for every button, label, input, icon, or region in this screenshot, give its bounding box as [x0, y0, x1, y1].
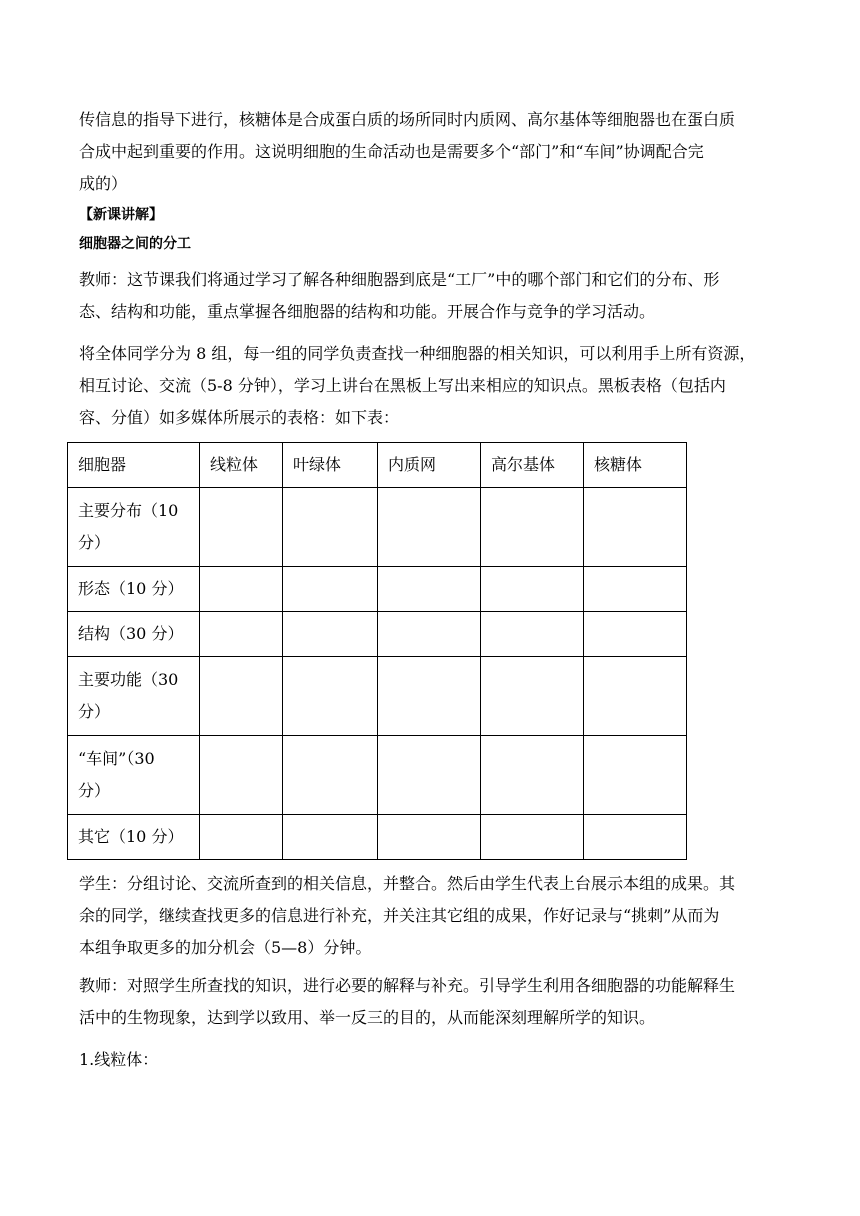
table-cell [378, 567, 481, 612]
text-line: 教师：对照学生所查找的知识，进行必要的解释与补充。引导学生利用各细胞器的功能解释生 [79, 976, 736, 995]
table-cell [584, 488, 687, 567]
text-line: 成的） [79, 174, 128, 193]
student-paragraph [79, 868, 784, 964]
teacher-paragraph-1 [79, 264, 784, 328]
text-line: 容、分值）如多媒体所展示的表格：如下表： [79, 408, 400, 427]
table-cell [283, 488, 378, 567]
row-label: 其它（10 分） [68, 815, 200, 860]
table-row [68, 736, 687, 815]
table-cell [283, 657, 378, 736]
table-cell [378, 736, 481, 815]
text-line: 教师：这节课我们将通过学习了解各种细胞器到底是“工厂”中的哪个部门和它们的分布、形 [79, 270, 720, 289]
table-cell [481, 815, 584, 860]
table-cell [283, 815, 378, 860]
table-row [68, 657, 687, 736]
table-cell [200, 567, 283, 612]
list-item-1 [79, 1044, 784, 1076]
table-cell [584, 657, 687, 736]
table-cell [283, 736, 378, 815]
table-header-row [68, 443, 687, 488]
row-label: “车间”（30 分） [68, 736, 200, 815]
text-line: 合成中起到重要的作用。这说明细胞的生命活动也是需要多个“部门”和“车间”协调配合完 [79, 142, 704, 161]
table-cell [481, 488, 584, 567]
table-cell [200, 488, 283, 567]
text-line: 传信息的指导下进行，核糖体是合成蛋白质的场所同时内质网、高尔基体等细胞器也在蛋白质 [79, 110, 736, 129]
text-line: 态、结构和功能，重点掌握各细胞器的结构和功能。开展合作与竞争的学习活动。 [79, 302, 656, 321]
table-cell [200, 815, 283, 860]
table-cell [481, 567, 584, 612]
table-cell [200, 657, 283, 736]
organelle-table [67, 442, 687, 860]
table-cell [200, 612, 283, 657]
table-header-cell: 高尔基体 [481, 443, 584, 488]
table-cell [481, 736, 584, 815]
table-header-cell: 核糖体 [584, 443, 687, 488]
table-cell [481, 657, 584, 736]
table-cell [584, 815, 687, 860]
table-header-cell: 内质网 [378, 443, 481, 488]
row-label: 形态（10 分） [68, 567, 200, 612]
table-cell [378, 612, 481, 657]
text-line: 1.线粒体： [79, 1050, 159, 1069]
group-paragraph [79, 338, 784, 434]
table-header-cell: 线粒体 [200, 443, 283, 488]
text-line: 活中的生物现象，达到学以致用、举一反三的目的，从而能深刻理解所学的知识。 [79, 1008, 656, 1027]
table-cell [378, 815, 481, 860]
table-row [68, 567, 687, 612]
table-cell [378, 657, 481, 736]
table-cell [481, 612, 584, 657]
table-cell [584, 567, 687, 612]
table-row [68, 612, 687, 657]
row-label: 结构（30 分） [68, 612, 200, 657]
table-cell [584, 612, 687, 657]
table-cell [283, 612, 378, 657]
intro-paragraph [79, 104, 784, 200]
text-line: 将全体同学分为 8 组，每一组的同学负责查找一种细胞器的相关知识，可以利用手上所有资源， [79, 344, 756, 363]
row-label: 主要功能（30 分） [68, 657, 200, 736]
row-label: 主要分布（10 分） [68, 488, 200, 567]
sub-heading: 细胞器之间的分工 [79, 236, 191, 252]
text-line: 本组争取更多的加分机会（5—8）分钟。 [79, 938, 372, 957]
table-cell [584, 736, 687, 815]
text-line: 余的同学，继续查找更多的信息进行补充，并关注其它组的成果，作好记录与“挑刺”从而为 [79, 906, 720, 925]
text-line: 学生：分组讨论、交流所查到的相关信息，并整合。然后由学生代表上台展示本组的成果。其 [79, 874, 736, 893]
teacher-paragraph-2 [79, 970, 784, 1034]
text-line: 相互讨论、交流（5-8 分钟），学习上讲台在黑板上写出来相应的知识点。黑板表格（包括内 [79, 376, 726, 395]
table-cell [200, 736, 283, 815]
section-heading: 【新课讲解】 [79, 207, 163, 223]
table-row [68, 815, 687, 860]
table-header-cell: 细胞器 [68, 443, 200, 488]
table-cell [283, 567, 378, 612]
table-header-cell: 叶绿体 [283, 443, 378, 488]
table-cell [378, 488, 481, 567]
table-row [68, 488, 687, 567]
